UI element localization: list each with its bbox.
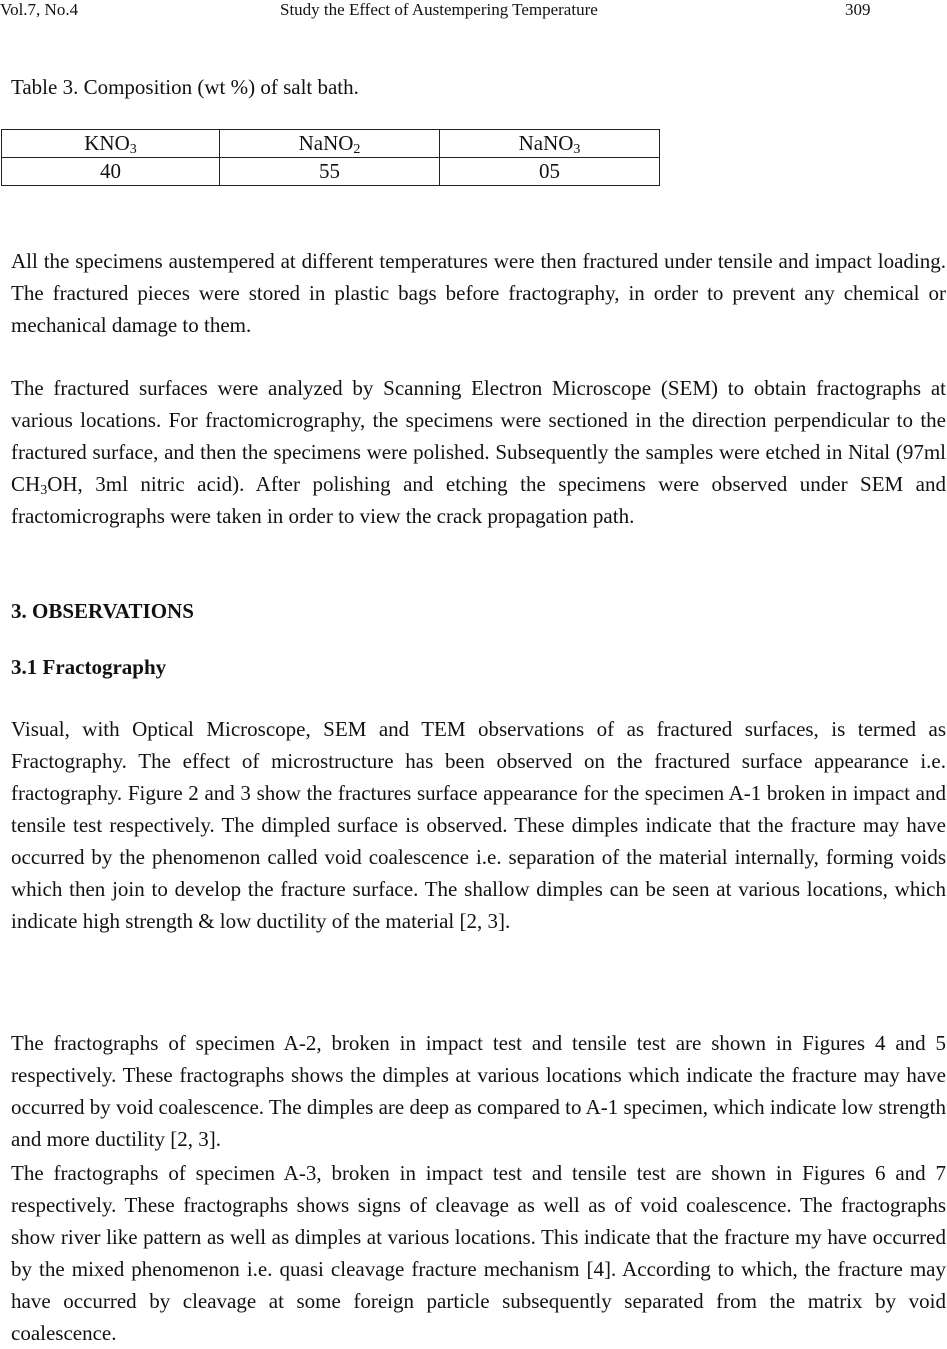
running-header — [0, 0, 947, 24]
paragraph-fractography: Visual, with Optical Microscope, SEM and TEM observations of as fractured surfaces, is termed as Fractography. The effect of microstructure has been observed on the fractured surface appearance i.e. fractography. Figure 2 and 3 show the fractures surface appearance for the specimen A-1 broken in impact and tensile test respectively. The dimpled surface is observed. These dimples indicate that the fracture may have occurred by the phenomenon called void coalescence i.e. separation of the material internally, forming voids which then join to develop the fracture surface. The shallow dimples can be seen at various locations, which indicate high strength & low ductility of the material [2, 3]. — [11, 717, 946, 933]
table-cell: 05 — [440, 158, 660, 186]
table-cell: 55 — [220, 158, 440, 186]
paragraph-sem-analysis: The fractured surfaces were analyzed by Scanning Electron Microscope (SEM) to obtain fractographs at various locations. For fractomicrography, the specimens were sectioned in the direction perpendicular to the fractured surface, and then the specimens were polished. Subsequently the samples were etched in Nital (97ml $CH_3OH$, 3ml nitric acid). After polishing and etching the specimens were observed under SEM and fractomicrographs were taken in order to view the crack propagation path. — [11, 376, 946, 528]
table-header-cell: NaNO$_3$ — [440, 130, 660, 158]
paragraph-specimen-a3: The fractographs of specimen A-3, broken in impact test and tensile test are shown in Figures 6 and 7 respectively. These fractographs shows signs of cleavage as well as of void coalescence. The fractographs show river like pattern as well as dimples at various locations. This indicate that the fracture my have occurred by the mixed phenomenon i.e. quasi cleavage fracture mechanism [4]. According to which, the fracture may have occurred by cleavage at some foreign particle subsequently separated from the matrix by void coalescence. — [11, 1161, 946, 1345]
page-number: 309 — [845, 0, 871, 19]
table-cell: 40 — [2, 158, 220, 186]
table-header-cell: $KNO_3$ — [2, 130, 220, 158]
subsection-heading: 3.1 Fractography — [11, 655, 167, 679]
paragraph-fracture-procedure: All the specimens austempered at different temperatures were then fractured under tensile and impact loading. The fractured pieces were stored in plastic bags before fractography, in order to prevent any chemical or mechanical damage to them. — [11, 249, 946, 337]
running-title: Study the Effect of Austempering Temperature — [280, 0, 598, 19]
section-heading: 3. OBSERVATIONS — [11, 599, 194, 623]
journal-volume: Vol.7, No.4 — [0, 0, 79, 19]
paragraph-specimen-a2: The fractographs of specimen A-2, broken in impact test and tensile test are shown in Figures 4 and 5 respectively. These fractographs shows the dimples at various locations which indicate the fracture may have occurred by void coalescence. The dimples are deep as compared to A-1 specimen, which indicate low strength and more ductility [2, 3]. — [11, 1031, 946, 1151]
table-row — [2, 158, 660, 186]
table-header-cell: NaNO$_2$ — [220, 130, 440, 158]
table-header-row — [2, 130, 660, 158]
salt-bath-table — [1, 129, 660, 186]
table-caption: Table 3. Composition (wt %) of salt bath. — [11, 75, 359, 99]
